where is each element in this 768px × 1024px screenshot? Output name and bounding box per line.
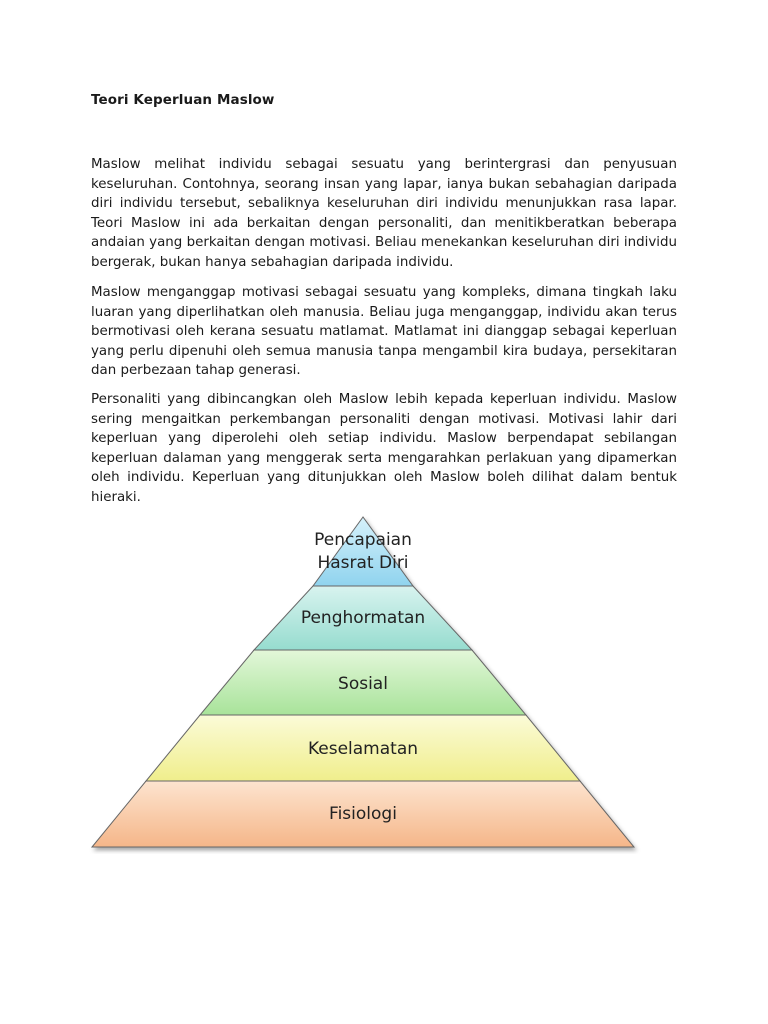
pyramid-label-social: Sosial (338, 674, 388, 694)
pyramid-label-self-actualization-line2: Hasrat Diri (317, 553, 409, 573)
pyramid-level-self-actualization (313, 517, 413, 586)
pyramid-label-esteem: Penghormatan (300, 608, 426, 628)
maslow-pyramid (86, 514, 642, 854)
paragraph-1: Maslow melihat individu sebagai sesuatu yang berintergrasi dan penyusuan keseluruhan. Contohnya, seorang insan yang lapar, ianya bukan sebahagian daripada diri individu tersebut, sebaliknya keseluruhan diri individu menunjukkan rasa lapar. Teori Maslow ini ada berkaitan dengan personaliti, dan menitikberatkan beberapa andaian yang berkaitan dengan motivasi. Beliau menekankan keseluruhan diri individu bergerak, bukan hanya sebahagian daripada individu. (91, 157, 677, 270)
document-title: Teori Keperluan Maslow (91, 92, 275, 108)
pyramid-label-safety: Keselamatan (307, 739, 419, 759)
pyramid-label-physiological: Fisiologi (329, 804, 397, 824)
paragraph-2: Maslow menganggap motivasi sebagai sesuatu yang kompleks, dimana tingkah laku luaran yang diperlihatkan oleh manusia. Beliau juga menganggap, individu akan terus bermotivasi oleh kerana sesuatu matlamat. Matlamat ini dianggap sebagai keperluan yang perlu dipenuhi oleh semua manusia tanpa mengambil kira budaya, persekitaran dan perbezaan tahap generasi. (91, 285, 677, 378)
paragraph-3: Personaliti yang dibincangkan oleh Maslow lebih kepada keperluan individu. Maslow sering mengaitkan perkembangan personaliti dengan motivasi. Motivasi lahir dari keperluan yang diperolehi oleh setiap individu. Maslow berpendapat sebilangan keperluan dalaman yang menggerak serta mengarahkan perlakuan yang dipamerkan oleh individu. Keperluan yang ditunjukkan oleh Maslow boleh dilihat dalam bentuk hieraki. (91, 392, 677, 505)
pyramid-label-self-actualization-line1: Pencapaian (314, 530, 412, 550)
